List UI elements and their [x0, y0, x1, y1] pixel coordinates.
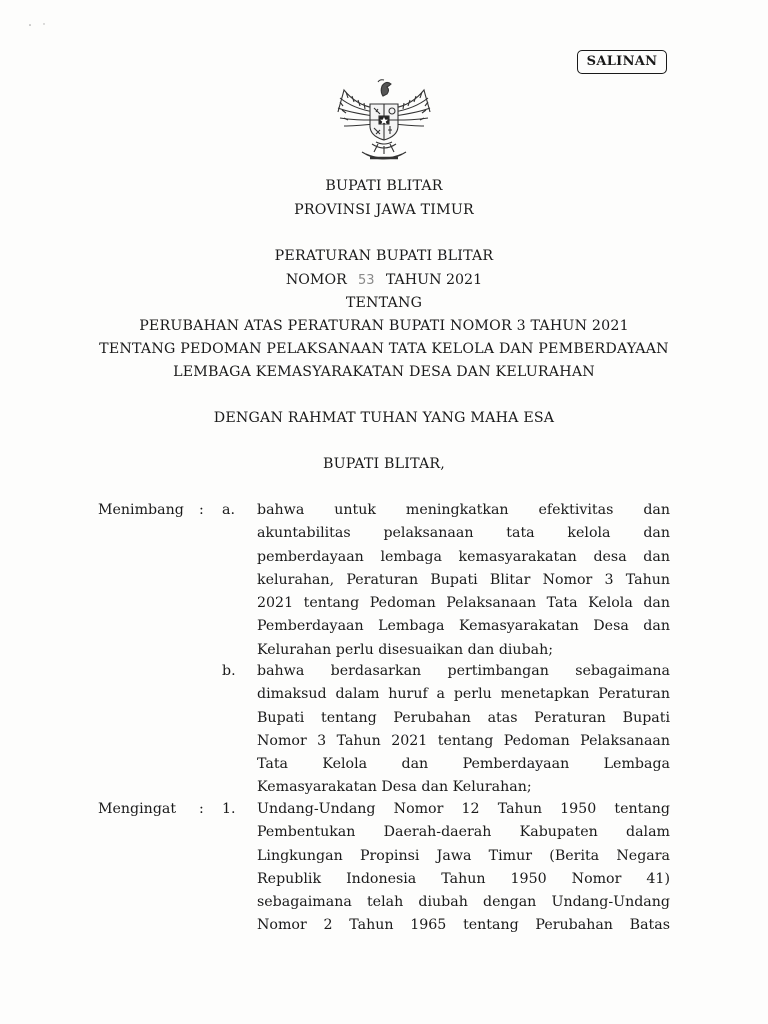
text-line: dimaksud dalam huruf a perlu menetapkan Peraturan — [257, 686, 670, 703]
tentang-heading: TENTANG — [345, 295, 423, 311]
text-line: kelurahan, Peraturan Bupati Blitar Nomor 3 Tahun — [257, 571, 670, 588]
issuer: BUPATI BLITAR, — [322, 456, 446, 472]
header-bupati: BUPATI BLITAR — [325, 178, 443, 194]
garuda-pancasila-emblem-icon — [332, 78, 436, 166]
text-line: Undang-Undang Nomor 12 Tahun 1950 tentang — [257, 801, 670, 817]
subject-line: LEMBAGA KEMASYARAKATAN DESA DAN KELURAHAN — [173, 364, 595, 380]
mengingat-item-marker: 1. — [222, 801, 236, 817]
text-line: Nomor 2 Tahun 1965 tentang Perubahan Batas — [257, 917, 670, 934]
regulation-year: TAHUN 2021 — [385, 272, 483, 288]
regulation-title: PERATURAN BUPATI BLITAR — [274, 248, 494, 264]
nomor-value: 53 — [358, 273, 375, 288]
mengingat-colon: : — [199, 801, 204, 817]
header-provinsi: PROVINSI JAWA TIMUR — [294, 202, 474, 218]
mengingat-label: Mengingat — [98, 801, 177, 817]
text-line: Kelurahan perlu disesuaikan dan diubah; — [257, 641, 554, 658]
menimbang-item-b — [257, 660, 670, 800]
regulation-number-line — [0, 272, 768, 288]
text-line: Lingkungan Propinsi Jawa Timur (Berita Negara — [257, 847, 670, 864]
menimbang-item-marker: a. — [222, 502, 235, 518]
salinan-stamp: SALINAN — [577, 50, 667, 74]
text-line: Pembentukan Daerah-daerah Kabupaten dalam — [257, 824, 670, 841]
mengingat-item-1 — [257, 798, 670, 938]
text-line: bahwa untuk meningkatkan efektivitas dan — [257, 502, 670, 518]
text-line: bahwa berdasarkan pertimbangan sebagaimana — [257, 663, 670, 679]
text-line: Pemberdayaan Lembaga Kemasyarakatan Desa dan — [257, 618, 670, 635]
text-line: Kemasyarakatan Desa dan Kelurahan; — [257, 779, 532, 796]
menimbang-item-marker: b. — [222, 663, 236, 679]
menimbang-colon: : — [199, 502, 204, 518]
subject-line: TENTANG PEDOMAN PELAKSANAAN TATA KELOLA DAN PEMBERDAYAAN — [99, 341, 669, 357]
menimbang-item-a — [257, 499, 670, 662]
text-line: Republik Indonesia Tahun 1950 Nomor 41) — [257, 870, 670, 887]
text-line: Nomor 3 Tahun 2021 tentang Pedoman Pelaksanaan — [257, 732, 670, 749]
text-line: Bupati tentang Perubahan atas Peraturan Bupati — [257, 709, 670, 726]
subject-line: PERUBAHAN ATAS PERATURAN BUPATI NOMOR 3 TAHUN 2021 — [139, 318, 629, 334]
menimbang-label: Menimbang — [98, 502, 184, 518]
scan-specks — [28, 22, 48, 28]
text-line: Tata Kelola dan Pemberdayaan Lembaga — [257, 756, 670, 773]
text-line: 2021 tentang Pedoman Pelaksanaan Tata Kelola dan — [257, 595, 670, 612]
text-line: pemberdayaan lembaga kemasyarakatan desa dan — [257, 548, 670, 565]
text-line: sebagaimana telah diubah dengan Undang-Undang — [257, 894, 670, 911]
nomor-label: NOMOR — [285, 272, 347, 288]
text-line: akuntabilitas pelaksanaan tata kelola dan — [257, 525, 670, 542]
preamble: DENGAN RAHMAT TUHAN YANG MAHA ESA — [213, 410, 555, 426]
